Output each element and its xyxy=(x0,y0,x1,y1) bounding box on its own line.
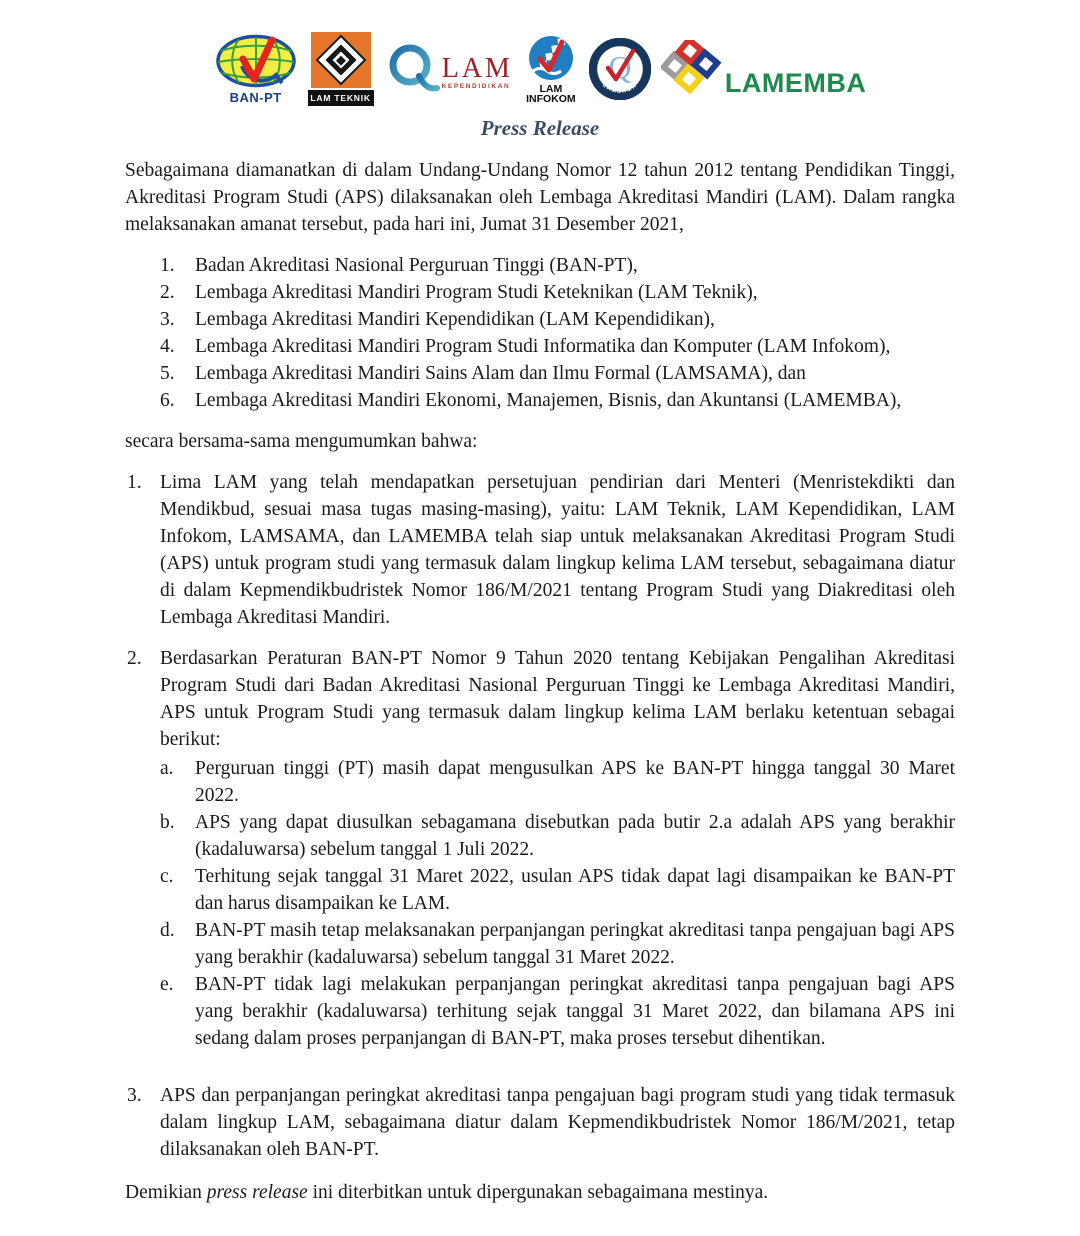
lamsama-q-glyph: Q xyxy=(608,49,632,85)
page-title: Press Release xyxy=(480,116,600,140)
sub-point-text: Terhitung sejak tanggal 31 Maret 2022, usulan APS tidak dapat lagi disampaikan ke BAN-PT dan harus disampaikan ke LAM. xyxy=(195,866,955,914)
lam-kependidikan-text xyxy=(441,53,513,90)
lam-teknik-label: LAM TEKNIK xyxy=(308,90,374,106)
lam-teknik-logo xyxy=(308,32,374,106)
org-list-item xyxy=(125,252,955,279)
sub-point-text: APS yang dapat diusulkan sebagamana disebutkan pada butir 2.a adalah APS yang berakhir (kadaluwarsa) sebelum tanggal 1 Juli 2022. xyxy=(195,812,955,860)
item-number: 6. xyxy=(160,390,175,411)
sub-point-text: BAN-PT tidak lagi melakukan perpanjangan peringkat akreditasi tanpa pengajuan bagi APS yang berakhir (kadaluwarsa) terhitung sejak tanggal 31 Maret 2022, dan bilamana APS ini sedang dalam proses perpanjangan di BAN-PT, maka proses tersebut dihentikan. xyxy=(195,974,955,1049)
main-points xyxy=(125,469,955,1163)
point-number: 3. xyxy=(127,1085,142,1106)
point-number: 1. xyxy=(127,472,142,493)
point-text: Berdasarkan Peraturan BAN-PT Nomor 9 Tahun 2020 tentang Kebijakan Pengalihan Akreditasi Program Studi dari Badan Akreditasi Nasional Perguruan Tinggi ke Lembaga Akreditasi Mandiri, APS untuk Program Studi yang termasuk dalam lingkup kelima LAM berlaku ketentuan sebagai berikut: xyxy=(160,648,955,750)
banpt-logo xyxy=(214,34,298,105)
sub-point-letter: d. xyxy=(160,920,175,941)
lamsama-logo xyxy=(589,38,651,100)
lam-infokom-logo xyxy=(523,34,579,105)
item-text: Lembaga Akreditasi Mandiri Sains Alam dan Ilmu Formal (LAMSAMA), dan xyxy=(195,363,806,384)
lam-infokom-label-line1: LAM xyxy=(539,82,563,95)
org-list-item xyxy=(125,306,955,333)
org-list-item xyxy=(125,333,955,360)
point-text: APS dan perpanjangan peringkat akreditasi tanpa pengajuan bagi program studi yang tidak termasuk dalam lingkup LAM, sebagaimana diatur dalam Kepmendikbudristek Nomor 186/M/2021, tetap dilaksanakan oleh BAN-PT. xyxy=(160,1085,955,1160)
lam-teknik-outer-diamond xyxy=(315,35,366,86)
lam-infokom-circle-icon xyxy=(523,34,579,82)
sub-point-letter: b. xyxy=(160,812,175,833)
organization-list xyxy=(125,252,955,414)
item-text: Lembaga Akreditasi Mandiri Program Studi Keteknikan (LAM Teknik), xyxy=(195,282,758,303)
sub-point-list xyxy=(160,755,955,1052)
lam-kependidikan-q-icon xyxy=(384,40,440,98)
item-text: Lembaga Akreditasi Mandiri Program Studi Informatika dan Komputer (LAM Infokom), xyxy=(195,336,891,357)
org-list-item xyxy=(125,279,955,306)
lamsama-seal-icon xyxy=(589,38,651,100)
sub-point-b xyxy=(160,809,955,863)
sub-point-a xyxy=(160,755,955,809)
closing-italic: press release xyxy=(206,1182,308,1203)
intro-paragraph: Sebagaimana diamanatkan di dalam Undang-Undang Nomor 12 tahun 2012 tentang Pendidikan Tinggi, Akreditasi Program Studi (APS) dilaksanakan oleh Lembaga Akreditasi Mandiri (LAM). Dalam rangka melaksanakan amanat tersebut, pada hari ini, Jumat 31 Desember 2021, xyxy=(125,160,955,235)
point-2-body xyxy=(160,645,955,1052)
banpt-globe-check-icon xyxy=(214,34,298,92)
item-number: 3. xyxy=(160,309,175,330)
announce-line: secara bersama-sama mengumumkan bahwa: xyxy=(125,431,478,452)
sub-point-e xyxy=(160,971,955,1052)
lamemba-label: LAMEMBA xyxy=(724,68,867,98)
item-text: Badan Akreditasi Nasional Perguruan Tinggi (BAN-PT), xyxy=(195,255,638,276)
sub-point-text: Perguruan tinggi (PT) masih dapat mengusulkan APS ke BAN-PT hingga tanggal 30 Maret 2022. xyxy=(195,758,955,806)
press-release-body xyxy=(125,157,955,1206)
point-text: Lima LAM yang telah mendapatkan persetujuan pendirian dari Menteri (Menristekdikti dan Mendikbud, sesuai masa tugas masing-masing), yaitu: LAM Teknik, LAM Kependidikan, LAM Infokom, LAMSAMA, dan LAMEMBA telah siap untuk melaksanakan Akreditasi Program Studi (APS) untuk program studi yang termasuk dalam lingkup kelima LAM tersebut, sebagaimana diatur di dalam Kepmendikbudristek Nomor 186/M/2021 tentang Program Studi yang Diakreditasi oleh Lembaga Akreditasi Mandiri. xyxy=(160,472,955,628)
item-text: Lembaga Akreditasi Mandiri Kependidikan (LAM Kependidikan), xyxy=(195,309,715,330)
sub-point-c xyxy=(160,863,955,917)
closing-line xyxy=(125,1179,955,1206)
sub-point-letter: c. xyxy=(160,866,174,887)
banpt-label: BAN-PT xyxy=(229,89,282,105)
lam-kependidikan-sub-label: KEPENDIDIKAN xyxy=(441,83,511,90)
lam-infokom-label-line2: INFOKOM xyxy=(526,93,576,105)
sub-point-text: BAN-PT masih tetap melaksanakan perpanjangan peringkat akreditasi tanpa pengajuan bagi APS yang berakhir (kadaluwarsa) sebelum tanggal 31 Maret 2022. xyxy=(195,920,955,968)
lam-infokom-label xyxy=(526,84,576,105)
sub-point-d xyxy=(160,917,955,971)
sub-point-letter: e. xyxy=(160,974,174,995)
lamsama-ring-label: LAMSAMA xyxy=(601,82,639,96)
lam-kependidikan-logo xyxy=(384,40,513,98)
org-list-item xyxy=(125,360,955,387)
item-text: Lembaga Akreditasi Mandiri Ekonomi, Manajemen, Bisnis, dan Akuntansi (LAMEMBA), xyxy=(195,390,902,411)
closing-prefix: Demikian xyxy=(125,1182,207,1203)
lam-teknik-inner-diamond xyxy=(325,44,356,75)
lamemba-logo xyxy=(661,40,866,98)
lam-kependidikan-lam-label: LAM xyxy=(441,53,513,84)
point-3 xyxy=(125,1082,955,1163)
point-number: 2. xyxy=(127,648,142,669)
item-number: 5. xyxy=(160,363,175,384)
point-2 xyxy=(125,645,955,1052)
lam-teknik-diamond-icon xyxy=(311,32,371,88)
item-number: 1. xyxy=(160,255,175,276)
lamemba-pinwheel-icon xyxy=(661,40,723,98)
point-1 xyxy=(125,469,955,631)
org-list-item xyxy=(125,387,955,414)
closing-suffix: ini diterbitkan untuk dipergunakan sebagaimana mestinya. xyxy=(307,1182,769,1203)
logo-band xyxy=(0,30,1080,108)
item-number: 4. xyxy=(160,336,175,357)
lam-teknik-center-dot xyxy=(336,55,346,65)
sub-point-letter: a. xyxy=(160,758,174,779)
item-number: 2. xyxy=(160,282,175,303)
